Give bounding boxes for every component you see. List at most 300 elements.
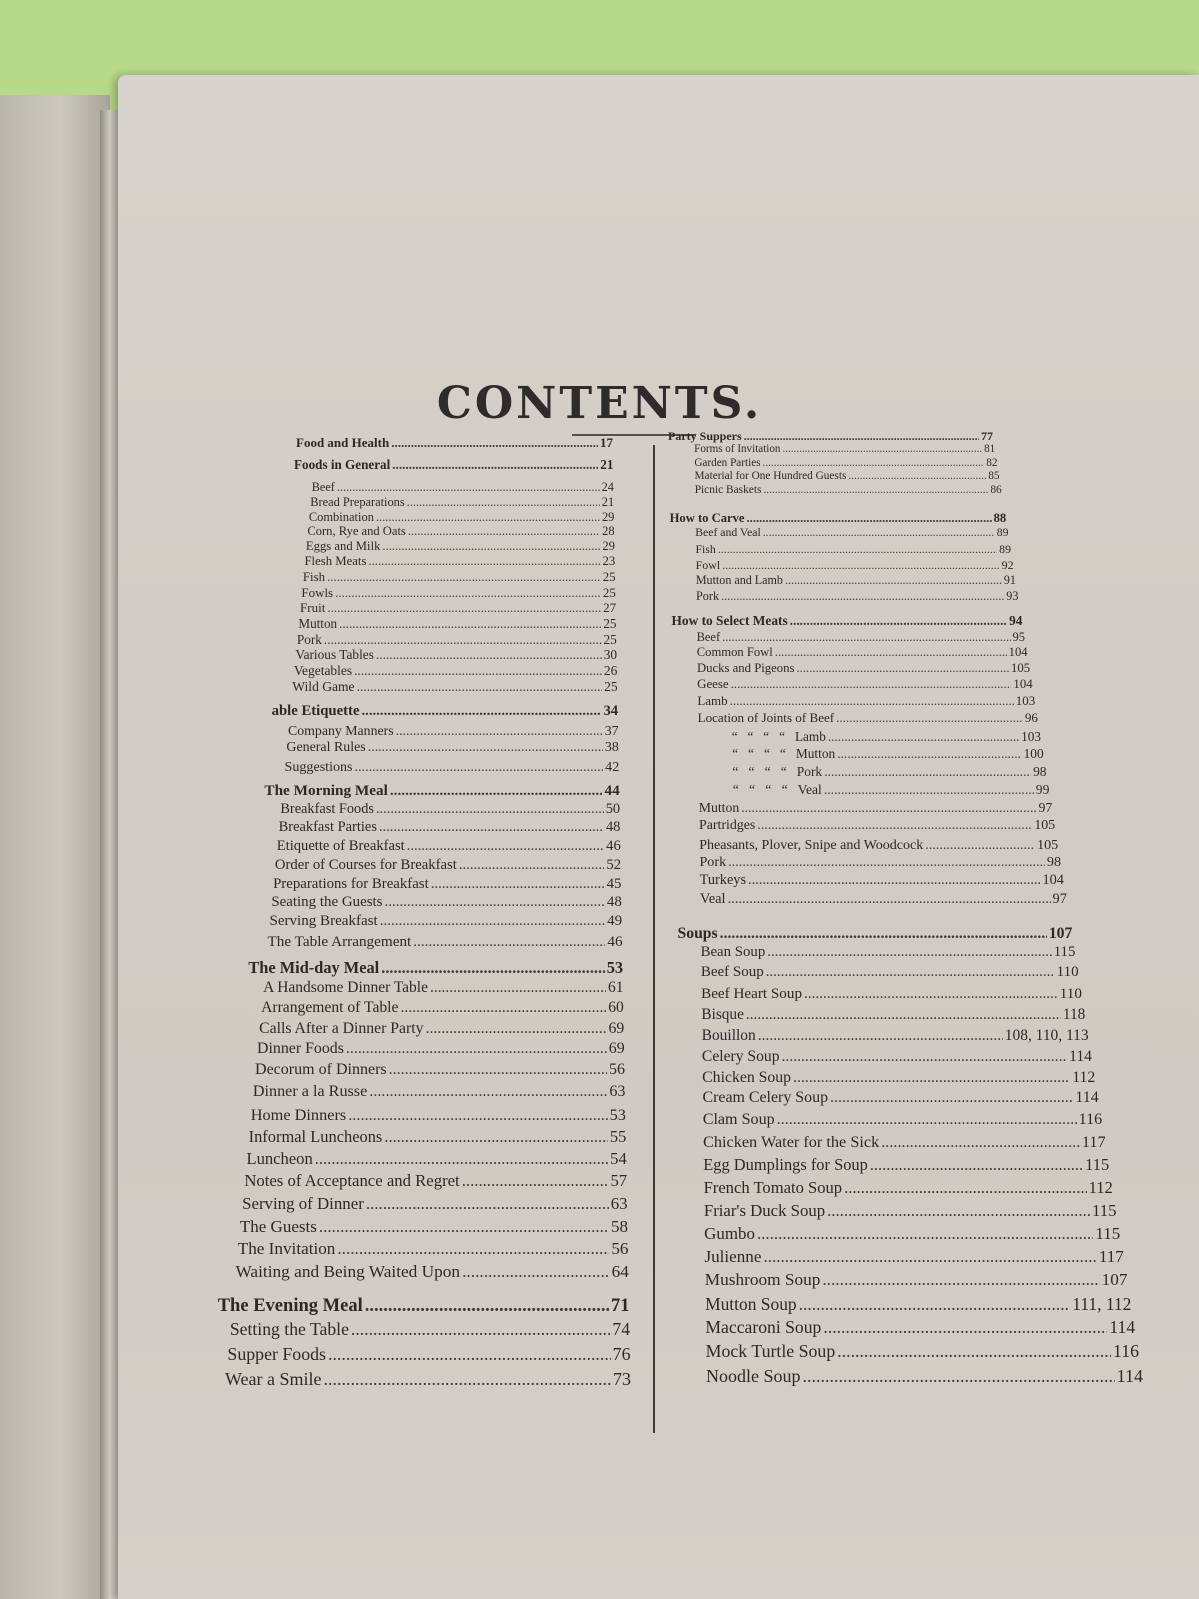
dot-leader [823, 1317, 1107, 1338]
toc-page-number: 71 [611, 1294, 630, 1316]
dot-leader [763, 484, 988, 496]
toc-entry [275, 857, 621, 874]
toc-page-number: 27 [603, 600, 617, 616]
toc-page-number: 98 [1046, 854, 1062, 871]
toc-entry [261, 999, 624, 1017]
toc-entry-title: Beef [696, 629, 721, 644]
toc-page-number: 115 [1092, 1200, 1117, 1220]
dot-leader [790, 613, 1007, 629]
toc-entry-title: Fruit [299, 600, 326, 616]
toc-page-number: 25 [602, 570, 616, 585]
toc-entry [703, 1155, 1109, 1175]
toc-entry-title: Beef and Veal [695, 525, 761, 539]
toc-entry-title: Forms of Invitation [694, 443, 781, 456]
dot-leader [758, 1027, 1003, 1045]
toc-entry [701, 1006, 1085, 1024]
toc-page-number: 114 [1116, 1366, 1143, 1387]
toc-entry [268, 933, 623, 951]
dot-leader [351, 1319, 610, 1340]
toc-entry-title: Setting the Table [229, 1319, 349, 1340]
dot-leader [728, 891, 1051, 908]
toc-page-number: 103 [1021, 729, 1041, 745]
toc-entry-title: Pork [296, 632, 322, 648]
dot-leader [389, 1061, 607, 1079]
dot-leader [870, 1155, 1083, 1175]
toc-page-number: 114 [1109, 1317, 1136, 1338]
dot-leader [376, 510, 600, 525]
toc-entry-title: “ “ “ “ Veal [732, 781, 822, 797]
toc-entry-title: Party Suppers [668, 428, 742, 443]
toc-entry [699, 837, 1058, 854]
toc-page-number: 99 [1035, 781, 1050, 797]
dot-leader [824, 764, 1031, 780]
toc-entry [306, 539, 615, 554]
toc-entry [696, 589, 1018, 604]
toc-entry-title: Beef Heart Soup [701, 984, 803, 1002]
toc-page-number: 23 [602, 554, 616, 569]
toc-entry-title: Fish [302, 570, 326, 585]
toc-page-number: 73 [613, 1369, 631, 1390]
toc-page-number: 25 [603, 632, 617, 648]
toc-entry-title: Foods in General [294, 457, 391, 473]
toc-entry [699, 854, 1061, 871]
toc-entry-title: Corn, Rye and Oats [307, 524, 406, 539]
toc-entry-title: Luncheon [246, 1149, 313, 1169]
toc-entry [259, 1020, 624, 1038]
dot-leader [763, 457, 985, 469]
toc-entry [702, 1048, 1092, 1066]
toc-page-number: 117 [1098, 1246, 1124, 1266]
toc-entry-title: Notes of Acceptance and Regret [244, 1170, 460, 1190]
toc-entry-title: Gumbo [704, 1223, 755, 1243]
toc-entry-title: Supper Foods [227, 1344, 326, 1365]
dot-leader [731, 677, 1012, 692]
toc-entry [310, 495, 614, 510]
toc-entry-title: Mushroom Soup [704, 1269, 821, 1289]
toc-entry [279, 819, 621, 836]
toc-page-number: 53 [606, 958, 624, 978]
toc-entry-title: Mutton [698, 799, 740, 815]
toc-section-heading [672, 613, 1023, 629]
toc-entry-title: Noodle Soup [706, 1366, 801, 1387]
toc-entry [304, 554, 615, 569]
dot-leader [328, 1344, 611, 1365]
dot-leader [390, 782, 603, 800]
dot-leader [354, 663, 602, 679]
toc-entry-title: Serving of Dinner [242, 1193, 364, 1213]
toc-entry-title: Order of Courses for Breakfast [274, 857, 457, 874]
dot-leader [407, 495, 600, 510]
toc-entry-title: Friar's Duck Soup [703, 1200, 826, 1220]
toc-entry-title: Chicken Soup [702, 1068, 792, 1086]
toc-page-number: 50 [605, 801, 621, 818]
toc-entry [273, 876, 621, 893]
toc-page-number: 95 [1012, 629, 1026, 644]
dot-leader [357, 679, 603, 695]
toc-page-number: 54 [610, 1149, 627, 1169]
toc-page-number: 116 [1112, 1341, 1139, 1362]
toc-page-number: 112 [1088, 1178, 1113, 1198]
dot-leader [391, 435, 598, 451]
toc-entry-title: Bean Soup [700, 944, 766, 961]
toc-section-heading [670, 511, 1007, 526]
toc-entry [703, 1133, 1106, 1152]
previous-page-edge [0, 95, 110, 1599]
toc-entry [300, 600, 616, 616]
toc-entry-title: Maccaroni Soup [705, 1317, 822, 1338]
toc-entry-title: How to Select Meats [671, 612, 788, 628]
dot-leader [381, 958, 604, 978]
toc-entry [700, 891, 1067, 908]
toc-entry [235, 1262, 628, 1282]
dot-leader [824, 782, 1034, 798]
toc-page-number: 117 [1081, 1133, 1106, 1152]
column-divider [653, 445, 655, 1433]
dot-leader [431, 876, 605, 893]
toc-page-number: 98 [1033, 763, 1047, 779]
dot-leader [925, 837, 1035, 854]
dot-leader [400, 999, 606, 1017]
toc-entry-title: The Mid-day Meal [248, 958, 380, 978]
dot-leader [379, 819, 604, 836]
toc-page-number: 92 [1001, 557, 1014, 572]
toc-page-number: 108, 110, 113 [1004, 1026, 1089, 1044]
dot-leader [339, 616, 601, 632]
toc-entry-title: Turkeys [699, 872, 747, 889]
dot-leader [380, 913, 605, 930]
toc-entry [704, 1201, 1117, 1221]
toc-entry-title: Suggestions [284, 758, 353, 775]
toc-page-number: 58 [611, 1216, 629, 1236]
toc-entry-title: Dinner a la Russe [252, 1083, 368, 1101]
toc-entry-title: Geese [697, 677, 729, 692]
toc-entry-title: Egg Dumplings for Soup [703, 1155, 868, 1175]
toc-entry [303, 570, 616, 585]
toc-page-number: 104 [1013, 677, 1033, 692]
dot-leader [392, 457, 598, 473]
toc-page-number: 118 [1062, 1005, 1086, 1023]
dot-leader [718, 542, 997, 557]
dot-leader [385, 894, 605, 911]
ditto-marks: “ “ “ “ [732, 763, 787, 779]
toc-page-number: 96 [1024, 710, 1038, 726]
page-title: CONTENTS. [436, 378, 763, 429]
toc-entry [242, 1194, 628, 1214]
ditto-marks: “ “ “ “ [731, 729, 785, 745]
toc-entry-title: Clam Soup [702, 1111, 775, 1129]
dot-leader [793, 1069, 1070, 1087]
toc-page-number: 114 [1069, 1047, 1092, 1065]
toc-entry-title: A Handsome Dinner Table [263, 978, 428, 996]
toc-page-number: 115 [1085, 1155, 1110, 1175]
toc-entry [706, 1341, 1139, 1362]
dot-leader [741, 800, 1036, 816]
toc-page-number: 88 [993, 511, 1007, 526]
toc-entry [298, 616, 616, 632]
toc-page-number: 64 [611, 1261, 629, 1281]
dot-leader [775, 645, 1007, 660]
toc-entry [695, 542, 1011, 557]
toc-entry-title: Bread Preparations [310, 494, 405, 509]
toc-page-number: 26 [603, 662, 618, 678]
toc-entry-title: The Morning Meal [264, 781, 388, 799]
toc-page-number: 94 [1009, 612, 1023, 628]
dot-leader [757, 818, 1032, 834]
toc-entry [701, 985, 1082, 1003]
toc-entry [263, 979, 623, 997]
toc-page-number: 45 [606, 876, 622, 893]
toc-page-number: 53 [609, 1105, 626, 1125]
toc-entry-title: Waiting and Being Waited Upon [235, 1261, 461, 1281]
toc-entry [699, 818, 1055, 834]
toc-entry [704, 1247, 1123, 1267]
toc-entry-title: Etiquette of Breakfast [276, 838, 405, 855]
toc-entry [277, 838, 621, 855]
dot-leader [426, 1020, 607, 1038]
toc-page-number: 25 [604, 678, 618, 694]
toc-entry-title: Mutton Soup [705, 1293, 797, 1314]
toc-entry-title: Fowl [695, 557, 721, 572]
toc-entry-title: French Tomato Soup [703, 1178, 843, 1198]
toc-entry-title: Informal Luncheons [248, 1127, 383, 1147]
dot-leader [744, 429, 979, 444]
toc-page-number: 17 [600, 435, 613, 451]
toc-entry-title: Garden Parties [694, 457, 761, 470]
toc-page-number: 97 [1052, 891, 1067, 908]
toc-page-number: 89 [999, 541, 1011, 556]
toc-entry-title: Cream Celery Soup [702, 1089, 829, 1107]
dot-leader [413, 933, 605, 951]
toc-page-number: 57 [610, 1170, 628, 1190]
toc-entry-title: “ “ “ “ Pork [732, 763, 823, 779]
toc-entry [240, 1217, 628, 1237]
toc-entry-title: General Rules [286, 739, 366, 755]
toc-entry-title: Lamb [697, 693, 728, 709]
toc-entry [701, 944, 1076, 961]
toc-entry [699, 800, 1053, 816]
toc-entry-title: Seating the Guests [271, 894, 383, 911]
dot-leader [722, 630, 1010, 645]
toc-entry-title: Common Fowl [696, 645, 773, 660]
toc-entry-title: Calls After a Dinner Party [259, 1019, 424, 1037]
toc-entry [251, 1105, 626, 1125]
dot-leader [848, 470, 986, 482]
dot-leader [355, 759, 604, 776]
dot-leader [881, 1133, 1080, 1152]
dot-leader [376, 647, 602, 663]
toc-entry [249, 1127, 627, 1147]
dot-leader [828, 729, 1019, 745]
toc-entry-title: Wear a Smile [225, 1369, 322, 1390]
toc-page-number: 28 [602, 524, 615, 539]
toc-section-heading [668, 429, 993, 444]
toc-entry-title: able Etiquette [271, 703, 360, 720]
toc-entry [701, 964, 1079, 981]
dot-leader [777, 1111, 1077, 1129]
dot-leader [369, 1083, 607, 1101]
toc-entry-title: Veal [699, 891, 726, 908]
toc-entry [312, 480, 614, 495]
dot-leader [837, 1341, 1111, 1362]
toc-entry-title: Partridges [698, 817, 756, 833]
dot-leader [830, 1089, 1073, 1107]
toc-page-number: 44 [604, 781, 620, 799]
toc-entry [292, 679, 617, 695]
dot-leader [335, 585, 601, 601]
toc-entry [269, 913, 622, 930]
toc-entry [309, 510, 615, 525]
toc-entry-title: Location of Joints of Beef [697, 710, 835, 726]
toc-entry-title: Preparations for Breakfast [273, 876, 429, 893]
toc-entry [225, 1369, 631, 1390]
dot-leader [348, 1105, 607, 1125]
toc-entry [733, 782, 1050, 798]
toc-page-number: 81 [984, 443, 996, 456]
toc-entry-title: Fish [695, 541, 716, 556]
toc-entry [705, 1294, 1131, 1315]
toc-entry [255, 1061, 625, 1079]
toc-page-number: 110 [1056, 964, 1079, 980]
dot-leader [836, 710, 1023, 726]
toc-page-number: 63 [609, 1083, 626, 1101]
toc-entry-title: Material for One Hundred Guests [694, 470, 847, 483]
toc-entry [697, 677, 1033, 692]
toc-entry-title: The Guests [239, 1216, 317, 1236]
toc-entry [301, 585, 615, 601]
toc-page-number: 46 [607, 932, 623, 950]
toc-entry-title: Ducks and Pigeons [696, 661, 795, 676]
ditto-marks: “ “ “ “ [732, 745, 786, 761]
dot-leader [407, 838, 604, 855]
toc-page-number: 77 [981, 428, 993, 443]
toc-page-number: 114 [1075, 1089, 1099, 1107]
toc-section-heading [294, 457, 613, 473]
dot-leader [430, 979, 606, 997]
toc-entry-title: Chicken Water for the Sick [703, 1133, 880, 1152]
dot-leader [827, 1201, 1090, 1221]
dot-leader [822, 1270, 1099, 1290]
toc-page-number: 48 [606, 894, 622, 911]
toc-entry [732, 746, 1044, 762]
toc-entry-title: “ “ “ “ Mutton [732, 745, 836, 761]
toc-page-number: 107 [1101, 1269, 1128, 1289]
dot-leader [796, 661, 1009, 676]
toc-page-number: 107 [1048, 924, 1073, 942]
toc-entry [697, 693, 1035, 709]
dot-leader [384, 1127, 608, 1147]
dot-leader [324, 632, 602, 648]
dot-leader [365, 1295, 609, 1317]
dot-leader [766, 964, 1055, 981]
toc-page-number: 111, 112 [1072, 1293, 1132, 1314]
toc-entry-title: Breakfast Foods [280, 801, 374, 818]
toc-entry [246, 1149, 626, 1169]
toc-section-heading [248, 958, 623, 978]
toc-entry [288, 723, 619, 739]
toc-section-heading [264, 782, 619, 800]
toc-entry-title: Eggs and Milk [305, 539, 381, 554]
toc-page-number: 56 [609, 1061, 626, 1079]
dot-leader [362, 703, 602, 720]
dot-leader [346, 1040, 607, 1058]
toc-page-number: 48 [605, 819, 621, 836]
dot-leader [366, 1194, 609, 1214]
toc-entry [732, 764, 1046, 780]
toc-page-number: 89 [996, 525, 1009, 539]
toc-page-number: 29 [602, 539, 615, 554]
toc-entry-title: Arrangement of Table [261, 998, 399, 1016]
toc-entry-title: Flesh Meats [304, 554, 367, 569]
dot-leader [315, 1149, 608, 1169]
toc-page-number: 69 [608, 1040, 625, 1058]
toc-entry [695, 470, 1000, 482]
toc-section-heading [272, 703, 619, 720]
toc-entry-title: The Table Arrangement [267, 932, 412, 950]
toc-entry-title: Mutton and Lamb [695, 572, 783, 587]
dot-leader [462, 1262, 610, 1282]
toc-page-number: 34 [603, 703, 619, 720]
toc-entry [706, 1366, 1143, 1387]
dot-leader [747, 511, 992, 526]
toc-page-number: 60 [608, 998, 624, 1016]
dot-leader [337, 1239, 609, 1259]
toc-entry [285, 759, 620, 776]
toc-entry [227, 1344, 630, 1365]
toc-page-number: 52 [606, 857, 622, 874]
toc-entry-title: Breakfast Parties [278, 819, 377, 836]
dot-leader [376, 801, 604, 818]
dot-leader [746, 1006, 1061, 1024]
toc-entry-title: Food and Health [296, 435, 390, 451]
toc-page-number: 112 [1072, 1068, 1096, 1086]
dot-leader [368, 554, 600, 569]
toc-entry [695, 526, 1008, 539]
toc-entry-title: Home Dinners [250, 1105, 347, 1125]
toc-entry [230, 1319, 630, 1340]
dot-leader [728, 854, 1045, 871]
toc-page-number: 25 [602, 585, 616, 601]
dot-leader [327, 600, 601, 616]
toc-page-number: 37 [604, 722, 619, 738]
toc-entry-title: Mutton [298, 616, 338, 632]
toc-page-number: 115 [1095, 1223, 1121, 1243]
toc-entry [697, 645, 1028, 660]
toc-page-number: 103 [1015, 693, 1036, 709]
dot-leader [462, 1171, 609, 1191]
toc-page-number: 116 [1078, 1111, 1103, 1129]
toc-entry [732, 729, 1041, 745]
dot-leader [803, 1366, 1115, 1387]
toc-entry [696, 573, 1016, 588]
toc-entry [257, 1040, 625, 1058]
dot-leader [804, 985, 1058, 1003]
toc-page-number: 29 [601, 509, 615, 524]
toc-page-number: 38 [604, 739, 619, 755]
dot-leader [782, 443, 982, 455]
toc-entry [297, 632, 617, 648]
toc-entry-title: The Evening Meal [217, 1294, 363, 1316]
toc-entry-title: Fowls [301, 585, 334, 601]
toc-entry [704, 1224, 1120, 1244]
toc-entry [286, 740, 618, 756]
toc-page-number: 69 [608, 1019, 625, 1037]
toc-page-number: 55 [609, 1127, 627, 1147]
toc-entry [696, 558, 1014, 573]
toc-entry-title: Bisque [701, 1005, 744, 1023]
dot-leader [757, 1224, 1093, 1244]
toc-page-number: 21 [601, 494, 615, 509]
toc-entry [280, 801, 620, 818]
